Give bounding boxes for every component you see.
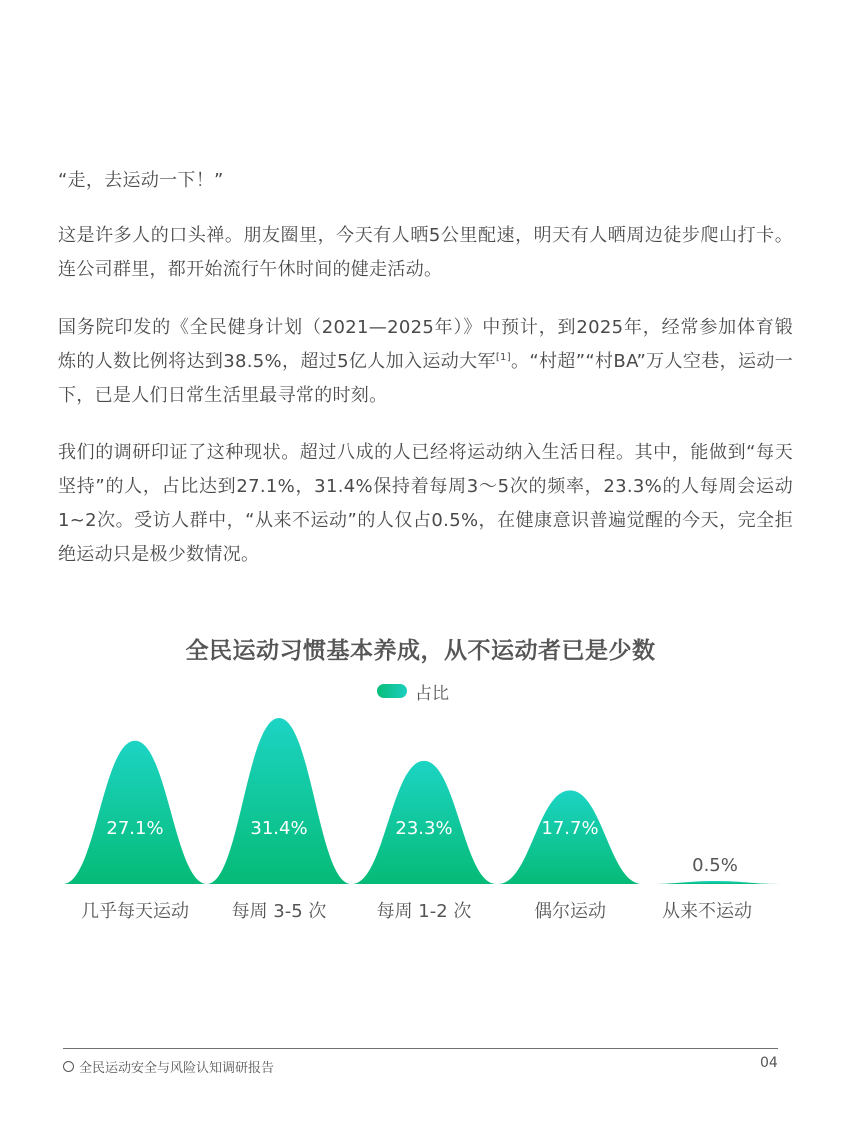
category-label: 每周 1-2 次 (376, 901, 472, 922)
value-label: 17.7% (541, 818, 599, 839)
mountain-2 (207, 718, 351, 884)
footer-report-title (63, 1057, 274, 1076)
value-label: 23.3% (395, 818, 453, 839)
paragraph-2-text: 国务院印发的《全民健身计划（2021—2025年）》中预计，到2025年，经常参加体育锻炼的人数比例将达到38.5%，超过5亿人加入运动大军 (58, 317, 793, 372)
category-label: 几乎每天运动 (81, 901, 189, 922)
legend-label: 占比 (415, 683, 449, 704)
category-label: 每周 3-5 次 (231, 901, 327, 922)
footer-divider (63, 1048, 778, 1049)
mountain-1 (63, 741, 207, 884)
footer-title-text: 全民运动安全与风险认知调研报告 (79, 1061, 275, 1076)
paragraph-2-text-cont: 。“村超”“村BA”万人空巷，运动一下，已是人们日常生活里最寻常的时刻。 (58, 351, 793, 406)
value-label: 27.1% (106, 818, 164, 839)
legend-swatch-icon (377, 684, 407, 698)
circle-bullet-icon (63, 1061, 74, 1072)
page-number: 04 (760, 1055, 778, 1071)
paragraph-2 (58, 311, 793, 413)
chart-title: 全民运动习惯基本养成，从不运动者已是少数 (185, 638, 656, 664)
paragraph-3: 我们的调研印证了这种现状。超过八成的人已经将运动纳入生活日程。其中，能做到“每天坚持”的人，占比达到27.1%，31.4%保持着每周3～5次的频率，23.3%的人每周会运动1~2次。受访人群中，“从来不运动”的人仅占0.5%，在健康意识普遍觉醒的今天，完全拒绝运动只是极少数情况。 (58, 442, 793, 565)
mountain-5 (650, 881, 780, 884)
value-label: 31.4% (250, 818, 308, 839)
footnote-ref[interactable]: [1] (495, 352, 511, 363)
paragraph-1: 这是许多人的口头禅。朋友圈里，今天有人晒5公里配速，明天有人晒周边徒步爬山打卡。连公司群里，都开始流行午休时间的健走活动。 (58, 225, 793, 280)
intro-quote: “走，去运动一下！” (58, 170, 224, 191)
category-label: 从来不运动 (662, 901, 752, 922)
chart-legend (377, 680, 449, 702)
category-label: 偶尔运动 (534, 901, 606, 922)
value-label: 0.5% (692, 855, 738, 876)
